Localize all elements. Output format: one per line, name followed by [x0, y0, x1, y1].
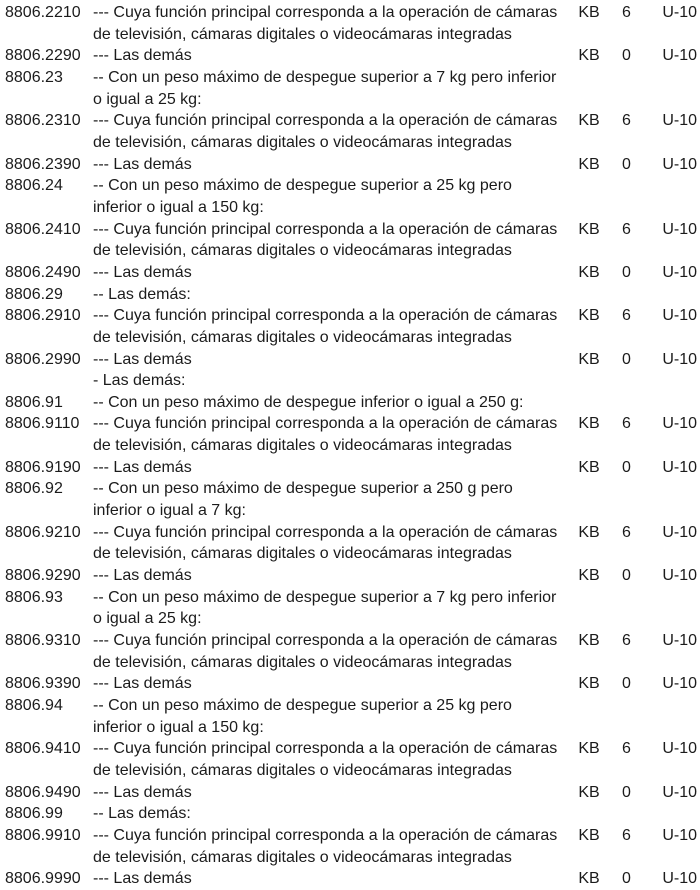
description-cell — [88, 110, 570, 153]
description-cell — [88, 349, 570, 371]
uom-cell: U-10 — [662, 675, 697, 693]
description-line: -- Con un peso máximo de despegue inferior o igual a 250 g: — [93, 393, 524, 411]
description-cell — [88, 45, 570, 67]
description-line: de televisión, cámaras digitales o videocámaras integradas — [93, 545, 512, 563]
rate-cell: 0 — [622, 47, 631, 65]
table-row — [0, 284, 700, 306]
description-cell — [88, 175, 570, 218]
rate-cell: 6 — [622, 826, 631, 844]
description-line: --- Cuya función principal corresponda a la operación de cámaras — [93, 4, 558, 21]
description-cell — [88, 695, 570, 738]
description-cell — [88, 673, 570, 695]
description-line: - Las demás: — [93, 372, 186, 390]
description-line: --- Cuya función principal corresponda a la operación de cámaras — [93, 415, 558, 433]
table-row — [0, 154, 700, 176]
description-line: de televisión, cámaras digitales o videocámaras integradas — [93, 133, 512, 151]
description-cell — [88, 262, 570, 284]
description-cell — [88, 868, 570, 890]
unit-cell: KB — [578, 458, 600, 476]
code-cell: 8806.9910 — [5, 826, 81, 844]
uom-cell: U-10 — [662, 4, 697, 21]
description-line: --- Las demás — [93, 47, 192, 65]
description-line: inferior o igual a 150 kg: — [93, 198, 264, 216]
table-row — [0, 2, 700, 45]
description-line: de televisión, cámaras digitales o videocámaras integradas — [93, 25, 512, 43]
description-cell — [88, 154, 570, 176]
description-line: -- Con un peso máximo de despegue superior a 250 g pero — [93, 480, 513, 498]
unit-cell: KB — [578, 220, 600, 238]
description-cell — [88, 370, 570, 392]
code-cell: 8806.24 — [5, 177, 63, 195]
uom-cell: U-10 — [662, 112, 697, 130]
description-line: -- Con un peso máximo de despegue superior a 7 kg pero inferior — [93, 68, 557, 86]
unit-cell: KB — [578, 523, 600, 541]
uom-cell: U-10 — [662, 220, 697, 238]
description-line: --- Las demás — [93, 155, 192, 173]
table-row — [0, 219, 700, 262]
code-cell: 8806.9390 — [5, 675, 81, 693]
rate-cell: 0 — [622, 263, 631, 281]
description-line: --- Cuya función principal corresponda a la operación de cámaras — [93, 826, 558, 844]
description-line: --- Las demás — [93, 458, 192, 476]
unit-cell: KB — [578, 632, 600, 650]
table-row — [0, 630, 700, 673]
code-cell: 8806.9190 — [5, 458, 81, 476]
description-line: --- Las demás — [93, 870, 192, 888]
description-line: de televisión, cámaras digitales o videocámaras integradas — [93, 242, 512, 260]
rate-cell: 6 — [622, 415, 631, 433]
table-row — [0, 370, 700, 392]
code-cell: 8806.2310 — [5, 112, 81, 130]
description-cell — [88, 284, 570, 306]
description-line: inferior o igual a 7 kg: — [93, 502, 246, 520]
description-line: -- Las demás: — [93, 805, 191, 823]
code-cell: 8806.9410 — [5, 740, 81, 758]
table-row — [0, 175, 700, 218]
code-cell: 8806.93 — [5, 588, 63, 606]
table-row — [0, 457, 700, 479]
uom-cell: U-10 — [662, 415, 697, 433]
description-line: de televisión, cámaras digitales o videocámaras integradas — [93, 761, 512, 779]
uom-cell: U-10 — [662, 567, 697, 585]
table-row — [0, 565, 700, 587]
unit-cell: KB — [578, 783, 600, 801]
description-line: de televisión, cámaras digitales o videocámaras integradas — [93, 848, 512, 866]
uom-cell: U-10 — [662, 826, 697, 844]
description-line: de televisión, cámaras digitales o videocámaras integradas — [93, 437, 512, 455]
description-line: -- Con un peso máximo de despegue superior a 25 kg pero — [93, 177, 512, 195]
description-line: --- Las demás — [93, 263, 192, 281]
uom-cell: U-10 — [662, 740, 697, 758]
description-line: --- Las demás — [93, 783, 192, 801]
rate-cell: 0 — [622, 675, 631, 693]
description-cell — [88, 782, 570, 804]
rate-cell: 6 — [622, 523, 631, 541]
description-line: --- Cuya función principal corresponda a la operación de cámaras — [93, 523, 558, 541]
rate-cell: 0 — [622, 783, 631, 801]
rate-cell: 6 — [622, 220, 631, 238]
uom-cell: U-10 — [662, 155, 697, 173]
description-cell — [88, 2, 570, 45]
description-line: --- Las demás — [93, 350, 192, 368]
table-row — [0, 738, 700, 781]
unit-cell: KB — [578, 415, 600, 433]
description-line: o igual a 25 kg: — [93, 610, 202, 628]
table-row — [0, 825, 700, 868]
code-cell: 8806.2490 — [5, 263, 81, 281]
description-line: --- Cuya función principal corresponda a la operación de cámaras — [93, 632, 558, 650]
uom-cell: U-10 — [662, 307, 697, 325]
table-row — [0, 110, 700, 153]
code-cell: 8806.99 — [5, 805, 63, 823]
code-cell: 8806.2410 — [5, 220, 81, 238]
description-line: --- Cuya función principal corresponda a la operación de cámaras — [93, 220, 558, 238]
description-line: inferior o igual a 150 kg: — [93, 718, 264, 736]
uom-cell: U-10 — [662, 523, 697, 541]
unit-cell: KB — [578, 263, 600, 281]
table-row — [0, 349, 700, 371]
unit-cell: KB — [578, 870, 600, 888]
rate-cell: 0 — [622, 458, 631, 476]
code-cell: 8806.9490 — [5, 783, 81, 801]
rate-cell: 0 — [622, 567, 631, 585]
description-cell — [88, 478, 570, 521]
code-cell: 8806.9990 — [5, 870, 81, 888]
table-row — [0, 803, 700, 825]
description-cell — [88, 522, 570, 565]
uom-cell: U-10 — [662, 632, 697, 650]
unit-cell: KB — [578, 307, 600, 325]
description-cell — [88, 630, 570, 673]
rate-cell: 6 — [622, 307, 631, 325]
code-cell: 8806.2290 — [5, 47, 81, 65]
description-cell — [88, 413, 570, 456]
table-row — [0, 478, 700, 521]
code-cell: 8806.9310 — [5, 632, 81, 650]
code-cell: 8806.94 — [5, 697, 63, 714]
description-cell — [88, 392, 570, 414]
uom-cell: U-10 — [662, 47, 697, 65]
table-row — [0, 695, 700, 738]
unit-cell: KB — [578, 112, 600, 130]
code-cell: 8806.2910 — [5, 307, 81, 325]
table-row — [0, 522, 700, 565]
description-line: -- Con un peso máximo de despegue superior a 25 kg pero — [93, 697, 512, 714]
description-cell — [88, 457, 570, 479]
table-row — [0, 868, 700, 890]
description-cell — [88, 565, 570, 587]
description-cell — [88, 219, 570, 262]
description-cell — [88, 67, 570, 110]
unit-cell: KB — [578, 350, 600, 368]
code-cell: 8806.92 — [5, 480, 63, 498]
description-cell — [88, 803, 570, 825]
code-cell: 8806.9210 — [5, 523, 81, 541]
uom-cell: U-10 — [662, 263, 697, 281]
description-cell — [88, 825, 570, 868]
uom-cell: U-10 — [662, 458, 697, 476]
table-row — [0, 305, 700, 348]
unit-cell: KB — [578, 826, 600, 844]
rate-cell: 0 — [622, 870, 631, 888]
table-row — [0, 782, 700, 804]
rate-cell: 0 — [622, 155, 631, 173]
description-line: de televisión, cámaras digitales o videocámaras integradas — [93, 653, 512, 671]
uom-cell: U-10 — [662, 783, 697, 801]
description-cell — [88, 305, 570, 348]
rate-cell: 6 — [622, 112, 631, 130]
unit-cell: KB — [578, 675, 600, 693]
description-cell — [88, 587, 570, 630]
table-row — [0, 413, 700, 456]
table-row — [0, 392, 700, 414]
description-line: --- Cuya función principal corresponda a la operación de cámaras — [93, 307, 558, 325]
rate-cell: 6 — [622, 4, 631, 21]
description-line: -- Las demás: — [93, 285, 191, 303]
code-cell: 8806.2990 — [5, 350, 81, 368]
code-cell: 8806.2390 — [5, 155, 81, 173]
table-row — [0, 587, 700, 630]
code-cell: 8806.2210 — [5, 4, 81, 21]
unit-cell: KB — [578, 155, 600, 173]
table-row — [0, 45, 700, 67]
unit-cell: KB — [578, 47, 600, 65]
description-line: --- Las demás — [93, 567, 192, 585]
uom-cell: U-10 — [662, 350, 697, 368]
code-cell: 8806.9110 — [5, 415, 80, 433]
code-cell: 8806.91 — [5, 393, 63, 411]
description-line: --- Cuya función principal corresponda a la operación de cámaras — [93, 112, 558, 130]
code-cell: 8806.29 — [5, 285, 63, 303]
description-line: --- Las demás — [93, 675, 192, 693]
unit-cell: KB — [578, 567, 600, 585]
description-cell — [88, 738, 570, 781]
rate-cell: 6 — [622, 740, 631, 758]
code-cell: 8806.23 — [5, 68, 63, 86]
description-line: -- Con un peso máximo de despegue superior a 7 kg pero inferior — [93, 588, 557, 606]
description-line: --- Cuya función principal corresponda a la operación de cámaras — [93, 740, 558, 758]
uom-cell: U-10 — [662, 870, 697, 888]
table-row — [0, 262, 700, 284]
table-row — [0, 67, 700, 110]
rate-cell: 6 — [622, 632, 631, 650]
unit-cell: KB — [578, 4, 600, 21]
rate-cell: 0 — [622, 350, 631, 368]
table-row — [0, 673, 700, 695]
unit-cell: KB — [578, 740, 600, 758]
description-line: o igual a 25 kg: — [93, 90, 202, 108]
code-cell: 8806.9290 — [5, 567, 81, 585]
description-line: de televisión, cámaras digitales o videocámaras integradas — [93, 328, 512, 346]
